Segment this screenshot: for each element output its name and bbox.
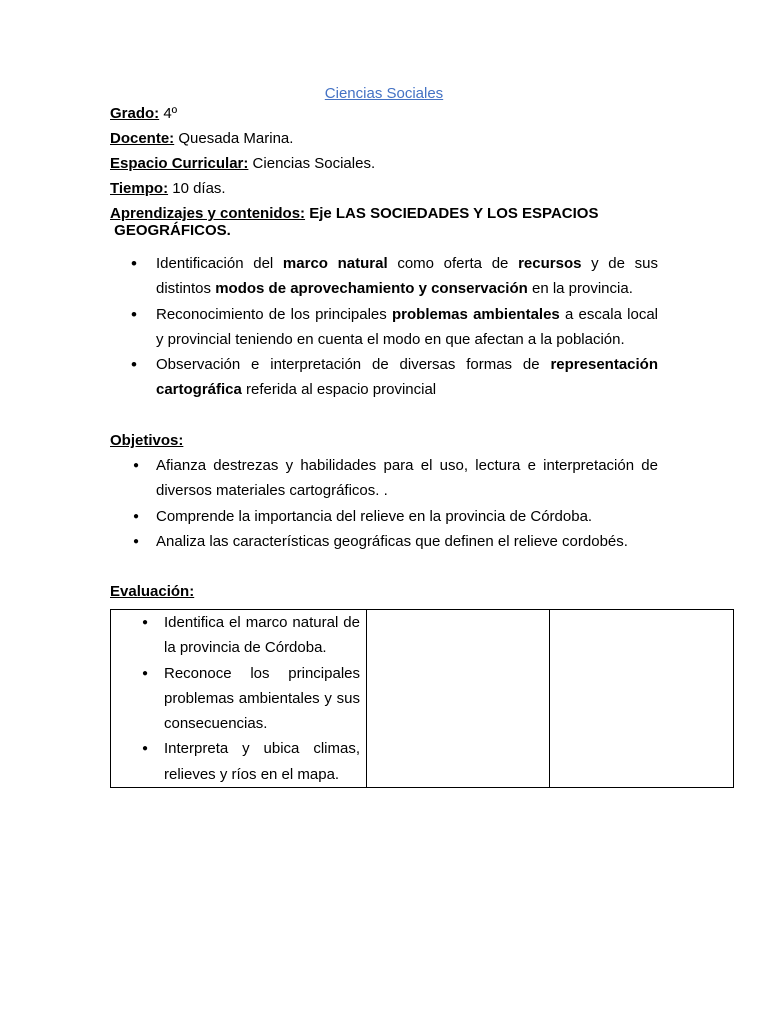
field-grado [110, 105, 177, 123]
list-item: • Observación e interpretación de diversas formas de representación cartográfica referida al espacio provincial [156, 352, 658, 403]
field-docente-label: Docente: [110, 130, 175, 147]
objetivos-list [156, 453, 658, 554]
field-aprendizajes-label: Aprendizajes y contenidos: [110, 205, 306, 222]
field-grado-value: 4º [159, 105, 178, 122]
list-item: ● Analiza las características geográficas que definen el relieve cordobés. [156, 529, 658, 554]
evaluacion-table [110, 609, 734, 788]
table-row [111, 610, 734, 788]
table-cell-empty [550, 610, 734, 788]
field-aprendizajes [110, 205, 598, 223]
evaluacion-heading: Evaluación: [110, 583, 195, 600]
field-tiempo-value: 10 días. [168, 180, 226, 197]
field-docente-value: Quesada Marina. [174, 130, 294, 147]
contenidos-list [156, 251, 658, 403]
field-tiempo [110, 180, 226, 198]
list-item: ● Reconoce los principales problemas ambientales y sus consecuencias. [164, 661, 360, 737]
field-tiempo-label: Tiempo: [110, 180, 169, 197]
field-grado-label: Grado: [110, 105, 160, 122]
field-espacio-value: Ciencias Sociales. [248, 155, 376, 172]
list-item: ● Comprende la importancia del relieve en la provincia de Córdoba. [156, 504, 658, 529]
list-item: ● Identifica el marco natural de la provincia de Córdoba. [164, 610, 360, 661]
list-item: • Reconocimiento de los principales problemas ambientales a escala local y provincial teniendo en cuenta el modo en que afectan a la población. [156, 302, 658, 353]
field-aprendizajes-line2 [110, 222, 231, 240]
table-cell-criterios [111, 610, 367, 788]
field-espacio-curricular [110, 155, 375, 173]
list-item: • Identificación del marco natural como oferta de recursos y de sus distintos modos de aprovechamiento y conservación en la provincia. [156, 251, 658, 302]
field-aprendizajes-eje-cont: GEOGRÁFICOS. [110, 222, 231, 239]
document-title: Ciencias Sociales [324, 85, 444, 102]
table-cell-empty [367, 610, 550, 788]
list-item: ● Afianza destrezas y habilidades para el uso, lectura e interpretación de diversos materiales cartográficos. . [156, 453, 658, 504]
evaluacion-list [111, 610, 366, 787]
list-item: ● Interpreta y ubica climas, relieves y ríos en el mapa. [164, 736, 360, 787]
field-aprendizajes-eje: Eje LAS SOCIEDADES Y LOS ESPACIOS [305, 205, 599, 222]
field-espacio-label: Espacio Curricular: [110, 155, 249, 172]
objetivos-heading: Objetivos: [110, 432, 184, 449]
field-docente [110, 130, 293, 148]
